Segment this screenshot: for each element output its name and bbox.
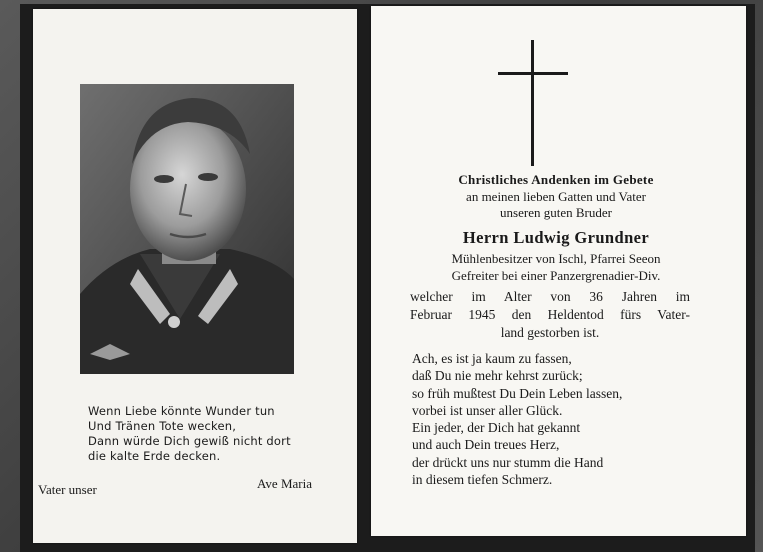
poem-line: die kalte Erde decken. xyxy=(88,449,221,463)
latin-cross-icon xyxy=(498,40,568,166)
poem-line: Dann würde Dich gewiß nicht dort xyxy=(88,434,291,448)
poem-line: vorbei ist unser aller Glück. xyxy=(412,402,563,418)
poem-line: Ein jeder, der Dich hat gekannt xyxy=(412,420,581,436)
left-memorial-poem xyxy=(88,404,328,464)
poem-line: daß Du nie mehr kehrst zurück; xyxy=(412,368,583,384)
death-line: land gestorben ist. xyxy=(500,325,600,340)
memorial-heading: Christliches Andenken im Gebete xyxy=(458,172,654,187)
deceased-name: Herrn Ludwig Grundner xyxy=(462,228,650,247)
portrait-photo-icon xyxy=(80,84,294,374)
occupation-line-2: Gefreiter bei einer Panzergrenadier-Div. xyxy=(451,268,661,283)
poem-line: so früh mußtest Du Dein Leben lassen, xyxy=(412,385,623,401)
poem-line: Und Tränen Tote wecken, xyxy=(88,419,237,433)
death-line: welcher im Alter von 36 Jahren im xyxy=(410,289,690,304)
death-line: Februar 1945 den Heldentod fürs Vater- xyxy=(410,307,690,322)
poem-line: in diesem tiefen Schmerz. xyxy=(412,472,553,488)
poem-line: der drückt uns nur stumm die Hand xyxy=(412,454,604,470)
footer-prayer-left: Vater unser xyxy=(38,482,97,497)
dedication-line-2: unseren guten Bruder xyxy=(500,205,612,220)
death-notice xyxy=(410,288,690,342)
right-memorial-poem xyxy=(412,350,712,488)
occupation-line-1: Mühlenbesitzer von Ischl, Pfarrei Seeon xyxy=(451,251,661,266)
dedication-line-1: an meinen lieben Gatten und Vater xyxy=(466,189,646,204)
footer-prayer-right: Ave Maria xyxy=(257,476,312,491)
poem-line: Wenn Liebe könnte Wunder tun xyxy=(88,404,275,418)
portrait-photo xyxy=(80,84,294,374)
poem-line: Ach, es ist ja kaum zu fassen, xyxy=(412,351,572,366)
poem-line: und auch Dein treues Herz, xyxy=(412,437,560,453)
